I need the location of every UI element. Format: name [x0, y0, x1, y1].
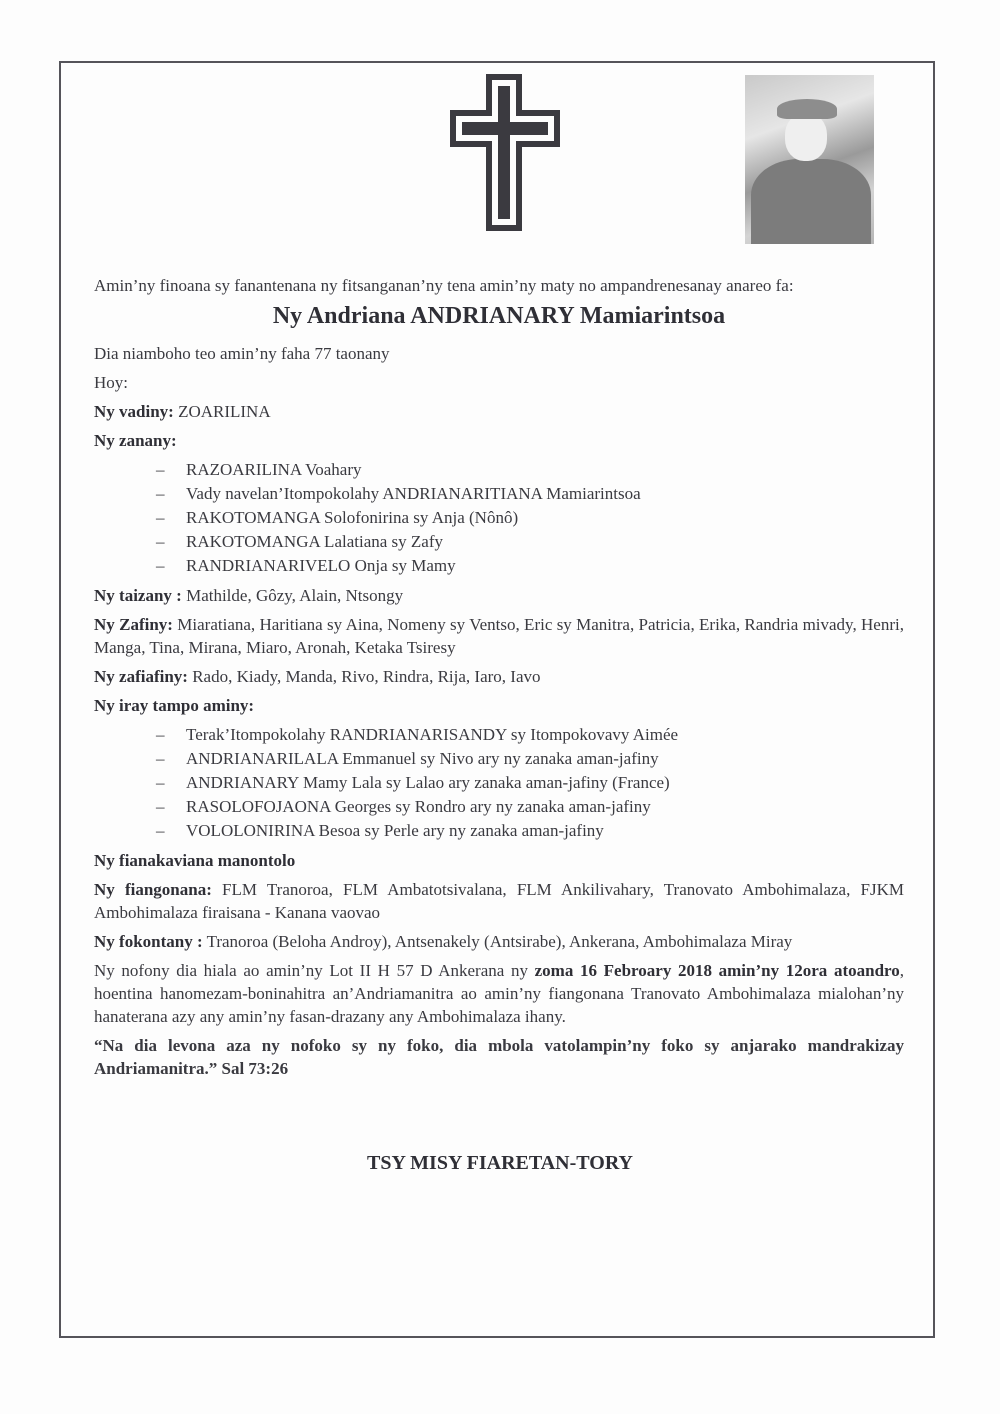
list-item: – RAKOTOMANGA Lalatiana sy Zafy: [156, 532, 444, 551]
bible-quote: “Na dia levona aza ny nofoko sy ny foko, dia mbola vatolampin’ny foko sy anjarako mandrakizay Andriamanitra.” Sal 73:26: [94, 1036, 904, 1078]
hoy-label: Hoy:: [94, 373, 128, 392]
fokontany-line: Ny fokontany : Tranoroa (Beloha Androy), Antsenakely (Antsirabe), Ankerana, Ambohimalaza Miray: [94, 932, 793, 951]
extended-family-line: Ny fianakaviana manontolo: [94, 851, 296, 870]
great-grandchildren-line: Ny zafiafiny: Rado, Kiady, Manda, Rivo, Rindra, Rija, Iaro, Iavo: [94, 667, 541, 686]
grandchildren-line: Ny Zafiny: Miaratiana, Haritiana sy Aina, Nomeny sy Ventso, Eric sy Manitra, Patricia, Erika, Randria mivady, Henri, Manga, Tina, Mirana, Miaro, Aronah, Ketaka Tsiresy: [94, 615, 904, 657]
list-item: – RAZOARILINA Voahary: [156, 460, 362, 479]
children-label: Ny zanany:: [94, 431, 177, 450]
relatives-label: Ny iray tampo aminy:: [94, 696, 255, 715]
siblings-line: Ny taizany : Mathilde, Gôzy, Alain, Ntsongy: [94, 586, 404, 605]
list-item: – ANDRIANARILALA Emmanuel sy Nivo ary ny zanaka aman-jafiny: [156, 749, 659, 768]
spouse-line: Ny vadiny: ZOARILINA: [94, 402, 271, 421]
list-item: – VOLOLONIRINA Besoa sy Perle ary ny zanaka aman-jafiny: [156, 821, 604, 840]
list-item: – ANDRIANARY Mamy Lala sy Lalao ary zanaka aman-jafiny (France): [156, 773, 670, 792]
relatives-list: [94, 723, 904, 843]
intro-text: Amin’ny finoana sy fanantenana ny fitsanganan’ny tena amin’ny maty no ampandrenesanay anareo fa:: [94, 276, 794, 295]
children-list: [94, 458, 904, 578]
closing-line: TSY MISY FIARETAN-TORY: [367, 1152, 633, 1174]
list-item: – RASOLOFOJAONA Georges sy Rondro ary ny zanaka aman-jafiny: [156, 797, 651, 816]
churches-line: Ny fiangonana: FLM Tranoroa, FLM Ambatotsivalana, FLM Ankilivahary, Tranovato Ambohimalaza, FJKM Ambohimalaza firaisana - Kanana vaovao: [94, 880, 905, 922]
list-item: – Vady navelan’Itompokolahy ANDRIANARITIANA Mamiarintsoa: [156, 484, 641, 503]
age-line: Dia niamboho teo amin’ny faha 77 taonany: [94, 344, 390, 363]
deceased-photo: [745, 75, 874, 244]
funeral-details: Ny nofony dia hiala ao amin’ny Lot II H 57 D Ankerana ny zoma 16 Febroary 2018 amin’ny 12ora atoandro, hoentina hanomezam-boninahitra an’Andriamanitra ao amin’ny fiangonana Tranovato Ambohimalaza mialohan’ny hanaterana azy any amin’ny fasan-drazany any Ambohimalaza ihany.: [94, 961, 905, 1026]
cross-icon: [450, 74, 560, 231]
announcement-body: [94, 274, 904, 1086]
list-item: – RANDRIANARIVELO Onja sy Mamy: [156, 556, 456, 575]
deceased-name: Ny Andriana ANDRIANARY Mamiarintsoa: [272, 303, 726, 329]
list-item: – Terak’Itompokolahy RANDRIANARISANDY sy Itompokovavy Aimée: [156, 725, 679, 744]
list-item: – RAKOTOMANGA Solofonirina sy Anja (Nônô): [156, 508, 519, 527]
